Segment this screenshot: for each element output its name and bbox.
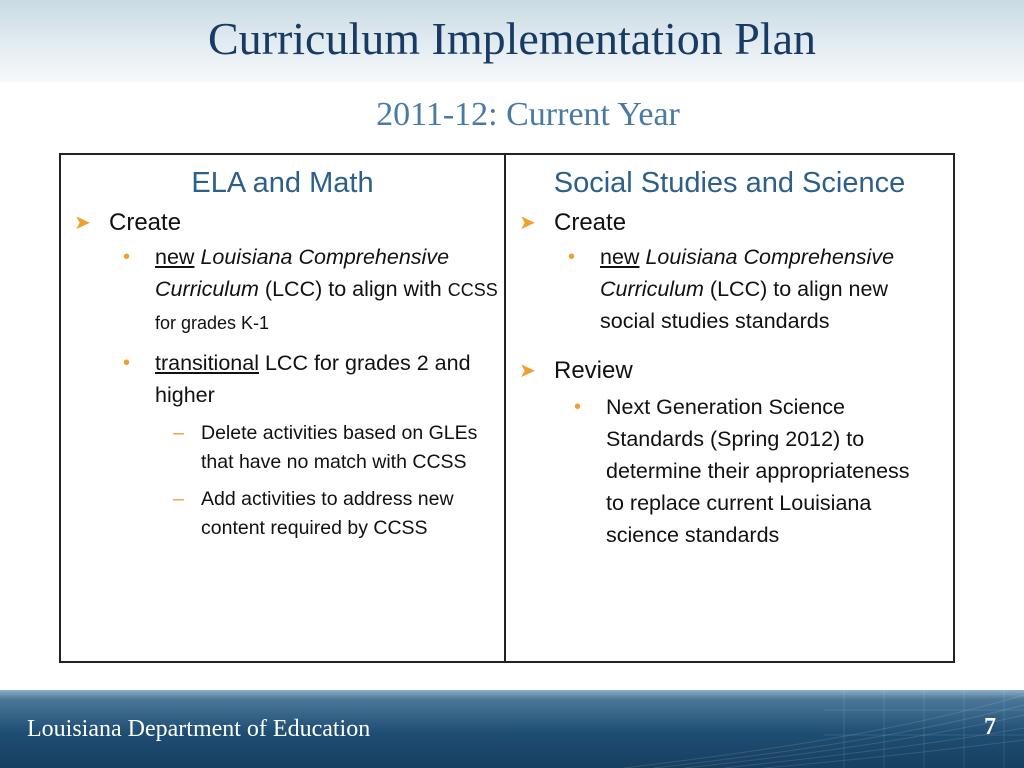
dot-bullet-icon: • bbox=[123, 246, 131, 268]
dot-bullet-icon: • bbox=[568, 246, 576, 268]
list-item: ➤ Review bbox=[554, 355, 953, 387]
dash-bullet-icon: – bbox=[173, 488, 185, 510]
arrow-bullet-icon: ➤ bbox=[519, 360, 536, 382]
list-item: ➤ Create bbox=[109, 207, 504, 239]
footer-org-name: Louisiana Department of Education bbox=[27, 716, 371, 742]
list-item: – Add activities to address new content required by CCSS bbox=[201, 485, 474, 543]
slide-subtitle: 2011-12: Current Year bbox=[376, 96, 680, 133]
social-studies-science-column bbox=[506, 155, 953, 661]
arrow-bullet-icon: ➤ bbox=[519, 212, 536, 234]
list-item: • new Louisiana Comprehensive Curriculum (LCC) to align with CCSS for grades K-1 bbox=[155, 241, 504, 339]
list-item: • transitional LCC for grades 2 and higher bbox=[155, 347, 504, 411]
dot-bullet-icon: • bbox=[574, 396, 582, 418]
ela-math-column bbox=[61, 155, 506, 661]
slide-title: Curriculum Implementation Plan bbox=[207, 13, 817, 64]
list-item: • new Louisiana Comprehensive Curriculum (LCC) to align new social studies standards bbox=[600, 241, 933, 337]
list-item: ➤ Create bbox=[554, 207, 953, 239]
content-table bbox=[59, 153, 955, 663]
page-number: 7 bbox=[984, 714, 996, 740]
arrow-bullet-icon: ➤ bbox=[74, 212, 91, 234]
dot-bullet-icon: • bbox=[123, 352, 131, 374]
column-heading-social-studies-science: Social Studies and Science bbox=[553, 167, 906, 199]
column-heading-ela-math: ELA and Math bbox=[191, 167, 374, 199]
list-item: – Delete activities based on GLEs that have no match with CCSS bbox=[201, 419, 484, 477]
dash-bullet-icon: – bbox=[173, 422, 185, 444]
list-item: • Next Generation Science Standards (Spring 2012) to determine their appropriateness to replace current Louisiana science standards bbox=[606, 391, 933, 551]
footer-decoration bbox=[424, 690, 1024, 768]
